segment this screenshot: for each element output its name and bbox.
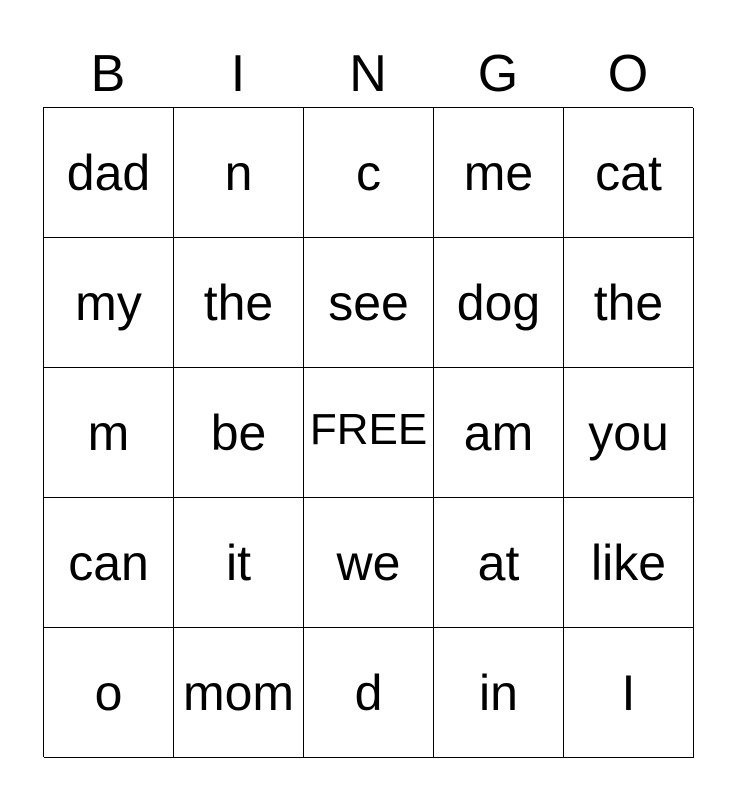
- bingo-cell[interactable]: the: [174, 238, 304, 368]
- bingo-cell[interactable]: o: [44, 628, 174, 758]
- bingo-cell[interactable]: me: [434, 108, 564, 238]
- bingo-cell[interactable]: can: [44, 498, 174, 628]
- bingo-cell[interactable]: it: [174, 498, 304, 628]
- bingo-cell[interactable]: am: [434, 368, 564, 498]
- bingo-cell[interactable]: the: [564, 238, 694, 368]
- header-letter-g: G: [477, 45, 519, 103]
- bingo-cell[interactable]: see: [304, 238, 434, 368]
- bingo-cell[interactable]: we: [304, 498, 434, 628]
- header-letter-b: B: [90, 45, 126, 103]
- bingo-cell[interactable]: cat: [564, 108, 694, 238]
- bingo-cell[interactable]: dad: [44, 108, 174, 238]
- bingo-cell[interactable]: d: [304, 628, 434, 758]
- bingo-cell[interactable]: in: [434, 628, 564, 758]
- bingo-header: [43, 40, 693, 108]
- bingo-cell[interactable]: like: [564, 498, 694, 628]
- bingo-cell[interactable]: you: [564, 368, 694, 498]
- bingo-cell[interactable]: be: [174, 368, 304, 498]
- bingo-grid: [43, 107, 693, 757]
- bingo-cell[interactable]: I: [564, 628, 694, 758]
- bingo-cell[interactable]: mom: [174, 628, 304, 758]
- bingo-cell[interactable]: at: [434, 498, 564, 628]
- bingo-cell[interactable]: n: [174, 108, 304, 238]
- header-letter-n: N: [349, 45, 387, 103]
- free-space-cell[interactable]: FREE: [304, 368, 434, 498]
- bingo-cell[interactable]: dog: [434, 238, 564, 368]
- header-letter-i: I: [230, 45, 246, 103]
- bingo-cell[interactable]: c: [304, 108, 434, 238]
- bingo-cell[interactable]: m: [44, 368, 174, 498]
- header-letter-o: O: [607, 45, 649, 103]
- bingo-cell[interactable]: my: [44, 238, 174, 368]
